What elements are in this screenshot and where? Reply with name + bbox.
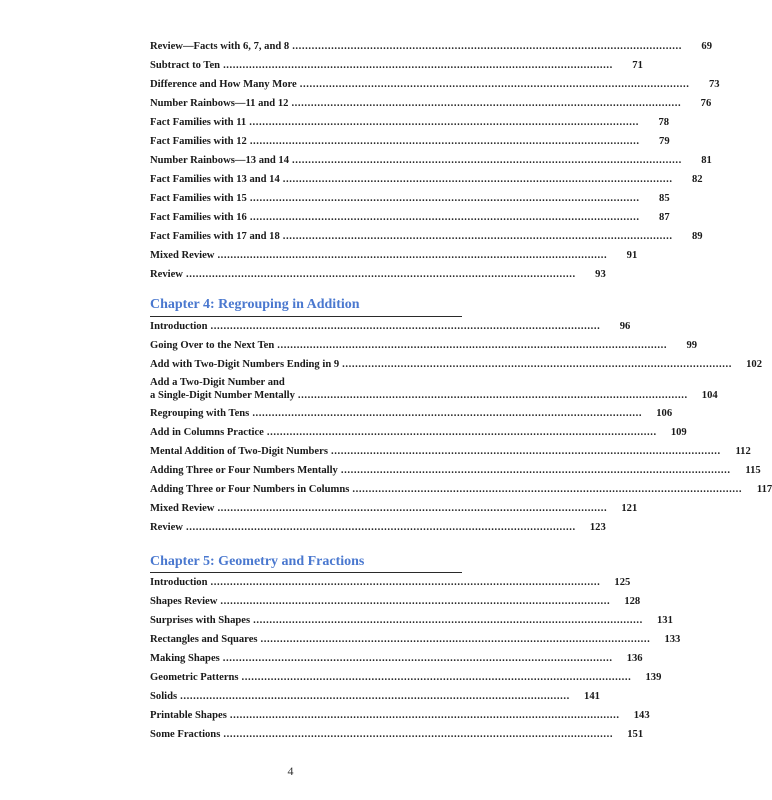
toc-entry[interactable] <box>150 464 761 477</box>
leader-dots: ........................................................................................................................ <box>292 155 682 166</box>
entry-title: Review <box>150 522 183 533</box>
leader-dots: ........................................................................................................................ <box>297 390 688 401</box>
toc-entry[interactable] <box>150 426 687 439</box>
toc-entry[interactable] <box>150 97 712 110</box>
leader-dots: ........................................................................................................................ <box>260 634 651 645</box>
leader-dots: ........................................................................................................................ <box>342 359 732 370</box>
entry-page: 117 <box>756 484 772 495</box>
leader-dots: ........................................................................................................................ <box>266 427 657 438</box>
chapter-5-heading: Chapter 5: Geometry and Fractions <box>150 554 365 569</box>
leader-dots: ........................................................................................................................ <box>185 269 576 280</box>
entry-page: 125 <box>614 577 631 588</box>
entry-title: Adding Three or Four Numbers in Columns <box>150 484 350 495</box>
entry-page: 71 <box>632 60 643 71</box>
leader-dots: ........................................................................................................................ <box>223 729 614 740</box>
toc-entry[interactable] <box>150 135 670 148</box>
entry-page: 76 <box>700 98 712 109</box>
page-number: 4 <box>287 764 294 778</box>
leader-dots: ........................................................................................................................ <box>210 577 601 588</box>
chapter-4-heading: Chapter 4: Regrouping in Addition <box>150 297 360 312</box>
leader-dots: ........................................................................................................................ <box>229 710 620 721</box>
leader-dots: ........................................................................................................................ <box>223 60 613 71</box>
leader-dots: ........................................................................................................................ <box>180 691 570 702</box>
entry-title: Review <box>150 269 183 280</box>
leader-dots: ........................................................................................................................ <box>249 136 640 147</box>
chapter-5-rule <box>150 572 462 573</box>
entry-page: 143 <box>633 710 650 721</box>
toc-entry[interactable] <box>150 728 644 741</box>
toc-entry[interactable] <box>150 358 762 371</box>
toc-entry[interactable] <box>150 407 673 420</box>
entry-page: 104 <box>701 390 718 401</box>
leader-dots: ........................................................................................................................ <box>210 321 601 332</box>
entry-page: 87 <box>659 212 670 223</box>
toc-entry[interactable] <box>150 633 681 646</box>
entry-title: Solids <box>150 691 178 702</box>
entry-page: 85 <box>659 193 670 204</box>
toc-entry[interactable] <box>150 230 703 243</box>
toc-entry[interactable] <box>150 59 643 72</box>
entry-page: 131 <box>657 615 673 626</box>
entry-title: Shapes Review <box>150 596 218 607</box>
entry-page: 69 <box>701 41 712 52</box>
entry-page: 139 <box>645 672 662 683</box>
toc-entry[interactable] <box>150 116 670 129</box>
leader-dots: ........................................................................................................................ <box>292 41 682 52</box>
leader-dots: ........................................................................................................................ <box>330 446 721 457</box>
entry-title: a Single-Digit Number Mentally <box>150 390 295 401</box>
entry-page: 141 <box>584 691 600 702</box>
toc-entry[interactable] <box>150 483 772 496</box>
leader-dots: ........................................................................................................................ <box>217 503 608 514</box>
entry-page: 79 <box>659 136 670 147</box>
entry-title: Fact Families with 12 <box>150 136 247 147</box>
leader-dots: ........................................................................................................................ <box>299 79 690 90</box>
leader-dots: ........................................................................................................................ <box>249 117 640 128</box>
leader-dots: ........................................................................................................................ <box>282 174 673 185</box>
entry-title: Adding Three or Four Numbers Mentally <box>150 465 338 476</box>
entry-page: 102 <box>746 359 762 370</box>
leader-dots: ........................................................................................................................ <box>222 653 613 664</box>
entry-page: 78 <box>658 117 670 128</box>
leader-dots: ........................................................................................................................ <box>282 231 673 242</box>
entry-page: 115 <box>745 465 761 476</box>
entry-title: Number Rainbows—11 and 12 <box>150 98 289 109</box>
entry-page: 151 <box>627 729 644 740</box>
leader-dots: ........................................................................................................................ <box>340 465 731 476</box>
leader-dots: ........................................................................................................................ <box>217 250 608 261</box>
entry-title: Introduction <box>150 577 208 588</box>
entry-title: Introduction <box>150 321 208 332</box>
entry-title: Fact Families with 13 and 14 <box>150 174 280 185</box>
entry-title: Making Shapes <box>150 653 220 664</box>
toc-entry[interactable] <box>150 211 670 224</box>
toc-entry[interactable] <box>150 268 606 281</box>
toc-entry[interactable] <box>150 521 606 534</box>
leader-dots: ........................................................................................................................ <box>249 212 640 223</box>
entry-page: 73 <box>708 79 720 90</box>
toc-entry[interactable] <box>150 709 650 722</box>
entry-title: Printable Shapes <box>150 710 227 721</box>
entry-page: 91 <box>626 250 638 261</box>
entry-title: Mixed Review <box>150 503 215 514</box>
entry-title: Number Rainbows—13 and 14 <box>150 155 290 166</box>
entry-title: Mental Addition of Two-Digit Numbers <box>150 446 328 457</box>
entry-page: 109 <box>670 427 687 438</box>
toc-entry[interactable] <box>150 671 662 684</box>
entry-page: 89 <box>692 231 703 242</box>
toc-entry-two-line[interactable] <box>150 376 718 402</box>
entry-title: Mixed Review <box>150 250 215 261</box>
entry-title: Some Fractions <box>150 729 221 740</box>
chapter-4-rule <box>150 316 462 317</box>
toc-entry[interactable] <box>150 690 600 703</box>
toc-entry[interactable] <box>150 249 638 262</box>
toc-entry[interactable] <box>150 595 641 608</box>
entry-title: Geometric Patterns <box>150 672 239 683</box>
entry-title: Surprises with Shapes <box>150 615 251 626</box>
entry-title: Rectangles and Squares <box>150 634 258 645</box>
entry-title: Fact Families with 17 and 18 <box>150 231 280 242</box>
entry-page: 121 <box>621 503 638 514</box>
entry-title-line1: Add a Two-Digit Number and <box>150 377 285 388</box>
entry-title: Review—Facts with 6, 7, and 8 <box>150 41 290 52</box>
toc-entry[interactable] <box>150 576 631 589</box>
entry-title: Difference and How Many More <box>150 79 297 90</box>
entry-page: 93 <box>595 269 606 280</box>
toc-entry[interactable] <box>150 502 638 515</box>
toc-entry[interactable] <box>150 445 751 458</box>
leader-dots: ........................................................................................................................ <box>220 596 611 607</box>
toc-entry[interactable] <box>150 154 712 167</box>
leader-dots: ........................................................................................................................ <box>249 193 640 204</box>
entry-page: 123 <box>589 522 606 533</box>
entry-page: 128 <box>624 596 641 607</box>
entry-title: Regrouping with Tens <box>150 408 250 419</box>
toc-entry[interactable] <box>150 40 712 53</box>
entry-title: Fact Families with 11 <box>150 117 247 128</box>
entry-page: 96 <box>619 321 631 332</box>
leader-dots: ........................................................................................................................ <box>185 522 576 533</box>
toc-entry[interactable] <box>150 78 720 91</box>
entry-page: 112 <box>735 446 751 457</box>
entry-page: 81 <box>701 155 712 166</box>
leader-dots: ........................................................................................................................ <box>291 98 682 109</box>
toc-entry[interactable] <box>150 320 631 333</box>
entry-page: 106 <box>656 408 673 419</box>
entry-title: Going Over to the Next Ten <box>150 340 275 351</box>
toc-entry[interactable] <box>150 614 673 627</box>
toc-entry[interactable] <box>150 173 703 186</box>
entry-page: 133 <box>664 634 681 645</box>
entry-title: Add in Columns Practice <box>150 427 264 438</box>
entry-page: 99 <box>686 340 698 351</box>
leader-dots: ........................................................................................................................ <box>277 340 668 351</box>
entry-title: Subtract to Ten <box>150 60 221 71</box>
leader-dots: ........................................................................................................................ <box>253 615 643 626</box>
toc-entry[interactable] <box>150 339 698 352</box>
leader-dots: ........................................................................................................................ <box>241 672 632 683</box>
entry-page: 82 <box>692 174 703 185</box>
entry-title: Fact Families with 16 <box>150 212 247 223</box>
entry-title: Fact Families with 15 <box>150 193 247 204</box>
toc-entry[interactable] <box>150 192 670 205</box>
leader-dots: ........................................................................................................................ <box>352 484 743 495</box>
leader-dots: ........................................................................................................................ <box>252 408 643 419</box>
toc-entry[interactable] <box>150 652 643 665</box>
entry-page: 136 <box>626 653 643 664</box>
entry-title: Add with Two-Digit Numbers Ending in 9 <box>150 359 340 370</box>
